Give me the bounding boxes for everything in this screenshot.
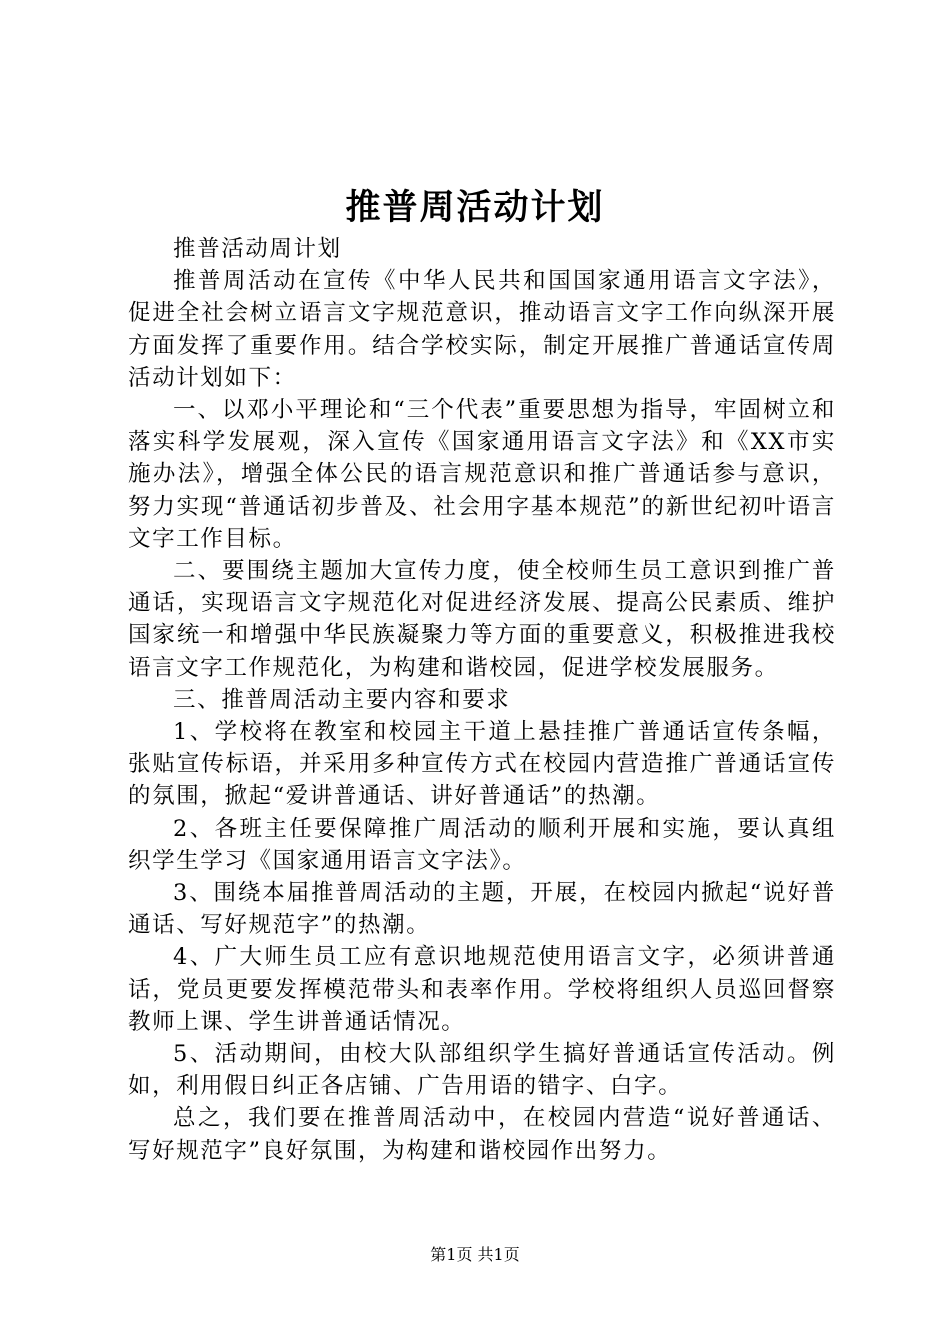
paragraph-section-3-heading: 三、推普周活动主要内容和要求: [173, 686, 511, 713]
page-footer: 第1页 共1页: [430, 1245, 520, 1264]
paragraph-intro: 推普周活动在宣传《中华人民共和国国家通用语言文字法》，促进全社会树立语言文字规范意识，推动语言文字工作向纵深开展方面发挥了重要作用。结合学校实际，制定开展推广普通话宣传周活动计划如下：: [128, 268, 836, 391]
paragraph-item-2: 2、各班主任要保障推广周活动的顺利开展和实施，要认真组织学生学习《国家通用语言文字法》。: [128, 815, 836, 874]
paragraph-item-3: 3、围绕本届推普周活动的主题，开展，在校园内掀起“说好普通话、写好规范字”的热潮。: [128, 880, 836, 939]
paragraph-section-1: 一、以邓小平理论和“三个代表”重要思想为指导，牢固树立和落实科学发展观，深入宣传《国家通用语言文字法》和《XX市实施办法》，增强全体公民的语言规范意识和推广普通话参与意识，努力实现“普通话初步普及、社会用字基本规范”的新世纪初叶语言文字工作目标。: [128, 397, 836, 552]
document-body: [128, 233, 836, 1167]
paragraph-item-1: 1、学校将在教室和校园主干道上悬挂推广普通话宣传条幅，张贴宣传标语，并采用多种宣传方式在校园内营造推广普通话宣传的氛围，掀起“爱讲普通话、讲好普通话”的热潮。: [128, 719, 836, 810]
paragraph-section-2: 二、要围绕主题加大宣传力度，使全校师生员工意识到推广普通话，实现语言文字规范化对促进经济发展、提高公民素质、维护国家统一和增强中华民族凝聚力等方面的重要意义，积极推进我校语言文字工作规范化，为构建和谐校园，促进学校发展服务。: [128, 558, 836, 681]
paragraph-item-5: 5、活动期间，由校大队部组织学生搞好普通话宣传活动。例如，利用假日纠正各店铺、广告用语的错字、白字。: [128, 1041, 836, 1100]
paragraph-conclusion: 总之，我们要在推普周活动中，在校园内营造“说好普通话、写好规范字”良好氛围，为构建和谐校园作出努力。: [128, 1105, 836, 1164]
paragraph-item-4: 4、广大师生员工应有意识地规范使用语言文字，必须讲普通话，党员更要发挥模范带头和表率作用。学校将组织人员巡回督察教师上课、学生讲普通话情况。: [128, 944, 836, 1035]
document-title: 推普周活动计划: [345, 187, 605, 228]
paragraph-subtitle: 推普活动周计划: [173, 236, 342, 262]
